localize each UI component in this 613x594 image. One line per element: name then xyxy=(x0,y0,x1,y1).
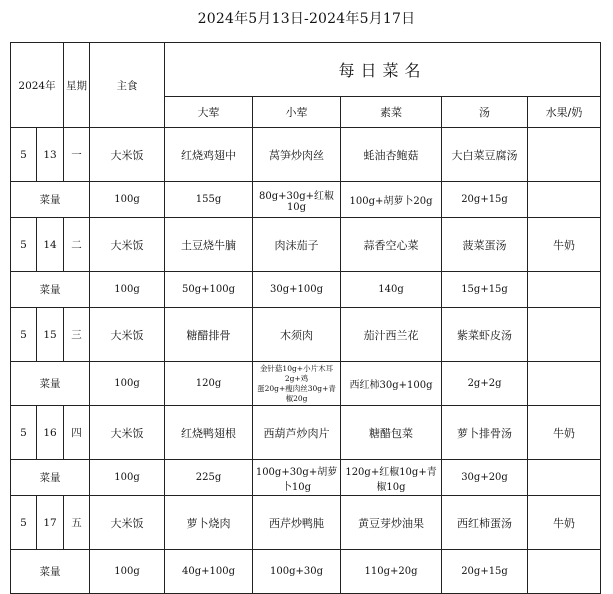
table-row xyxy=(11,308,601,362)
vegetable-cell: 蚝油杏鲍菇 xyxy=(341,128,442,182)
qty-vegetable: 100g+胡萝卜20g xyxy=(341,182,442,218)
qty-fruit-milk xyxy=(528,182,601,218)
qty-fruit-milk xyxy=(528,550,601,594)
qty-vegetable: 110g+20g xyxy=(341,550,442,594)
fruit-milk-cell xyxy=(528,128,601,182)
meat-cell: 红烧鸭翅根 xyxy=(165,406,253,460)
qty-soup: 20g+15g xyxy=(442,182,528,218)
soup-cell: 菠菜蛋汤 xyxy=(442,218,528,272)
qty-soup: 15g+15g xyxy=(442,272,528,308)
weekday-cell: 三 xyxy=(64,308,90,362)
quantity-label: 菜量 xyxy=(11,460,90,496)
half-meat-cell: 西葫芦炒肉片 xyxy=(253,406,341,460)
qty-vegetable: 120g+红椒10g+青椒10g xyxy=(341,460,442,496)
soup-cell: 紫菜虾皮汤 xyxy=(442,308,528,362)
header-year: 2024年 xyxy=(11,43,64,128)
qty-fruit-milk xyxy=(528,272,601,308)
header-daily-dishes: 每日菜名 xyxy=(165,43,601,97)
weekday-cell: 四 xyxy=(64,406,90,460)
meat-cell: 红烧鸡翅中 xyxy=(165,128,253,182)
qty-staple: 100g xyxy=(90,182,165,218)
day-cell: 13 xyxy=(37,128,64,182)
soup-cell: 西红柿蛋汤 xyxy=(442,496,528,550)
header-staple: 主食 xyxy=(90,43,165,128)
table-row xyxy=(11,406,601,460)
day-cell: 14 xyxy=(37,218,64,272)
quantity-row xyxy=(11,362,601,406)
qty-half-meat-line-2: 蛋20g+瘦肉丝30g+青椒20g xyxy=(257,383,336,403)
vegetable-cell: 糖醋包菜 xyxy=(341,406,442,460)
fruit-milk-cell: 牛奶 xyxy=(528,406,601,460)
header-soup: 汤 xyxy=(442,97,528,128)
day-cell: 16 xyxy=(37,406,64,460)
qty-half-meat-line-1: 金针菇10g+小片木耳2g+鸡 xyxy=(259,363,334,383)
qty-vegetable: 西红柿30g+100g xyxy=(341,362,442,406)
qty-half-meat: 100g+30g xyxy=(253,550,341,594)
half-meat-cell: 肉沫茄子 xyxy=(253,218,341,272)
vegetable-cell: 蒜香空心菜 xyxy=(341,218,442,272)
quantity-row xyxy=(11,182,601,218)
soup-cell: 大白菜豆腐汤 xyxy=(442,128,528,182)
meat-cell: 萝卜烧肉 xyxy=(165,496,253,550)
table-row xyxy=(11,128,601,182)
qty-fruit-milk xyxy=(528,362,601,406)
qty-meat: 40g+100g xyxy=(165,550,253,594)
quantity-label: 菜量 xyxy=(11,362,90,406)
fruit-milk-cell: 牛奶 xyxy=(528,496,601,550)
weekday-cell: 二 xyxy=(64,218,90,272)
month-cell: 5 xyxy=(11,308,37,362)
staple-cell: 大米饭 xyxy=(90,496,165,550)
header-row-1 xyxy=(11,43,601,97)
qty-half-meat: 100g+30g+胡萝卜10g xyxy=(253,460,341,496)
half-meat-cell: 西芹炒鸭肫 xyxy=(253,496,341,550)
qty-meat: 225g xyxy=(165,460,253,496)
qty-half-meat xyxy=(253,362,341,406)
half-meat-cell: 莴笋炒肉丝 xyxy=(253,128,341,182)
half-meat-cell: 木须肉 xyxy=(253,308,341,362)
day-cell: 15 xyxy=(37,308,64,362)
quantity-row xyxy=(11,460,601,496)
header-vegetable: 素菜 xyxy=(341,97,442,128)
quantity-label: 菜量 xyxy=(11,182,90,218)
month-cell: 5 xyxy=(11,496,37,550)
qty-meat: 155g xyxy=(165,182,253,218)
qty-half-meat: 80g+30g+红椒10g xyxy=(253,182,341,218)
weekday-cell: 一 xyxy=(64,128,90,182)
qty-soup: 2g+2g xyxy=(442,362,528,406)
table-row xyxy=(11,218,601,272)
staple-cell: 大米饭 xyxy=(90,406,165,460)
fruit-milk-cell xyxy=(528,308,601,362)
staple-cell: 大米饭 xyxy=(90,128,165,182)
qty-vegetable: 140g xyxy=(341,272,442,308)
weekday-cell: 五 xyxy=(64,496,90,550)
quantity-label: 菜量 xyxy=(11,550,90,594)
qty-fruit-milk xyxy=(528,460,601,496)
month-cell: 5 xyxy=(11,218,37,272)
day-cell: 17 xyxy=(37,496,64,550)
menu-table xyxy=(10,42,601,594)
month-cell: 5 xyxy=(11,128,37,182)
soup-cell: 萝卜排骨汤 xyxy=(442,406,528,460)
qty-meat: 120g xyxy=(165,362,253,406)
qty-soup: 30g+20g xyxy=(442,460,528,496)
qty-half-meat: 30g+100g xyxy=(253,272,341,308)
vegetable-cell: 黄豆芽炒油果 xyxy=(341,496,442,550)
qty-soup: 20g+15g xyxy=(442,550,528,594)
qty-staple: 100g xyxy=(90,272,165,308)
header-weekday: 星期 xyxy=(64,43,90,128)
month-cell: 5 xyxy=(11,406,37,460)
page-title: 2024年5月13日-2024年5月17日 xyxy=(197,11,416,27)
staple-cell: 大米饭 xyxy=(90,308,165,362)
meat-cell: 土豆烧牛腩 xyxy=(165,218,253,272)
quantity-row xyxy=(11,550,601,594)
staple-cell: 大米饭 xyxy=(90,218,165,272)
qty-staple: 100g xyxy=(90,362,165,406)
qty-meat: 50g+100g xyxy=(165,272,253,308)
quantity-label: 菜量 xyxy=(11,272,90,308)
qty-staple: 100g xyxy=(90,460,165,496)
vegetable-cell: 茄汁西兰花 xyxy=(341,308,442,362)
header-meat: 大荤 xyxy=(165,97,253,128)
quantity-row xyxy=(11,272,601,308)
qty-staple: 100g xyxy=(90,550,165,594)
header-fruit-milk: 水果/奶 xyxy=(528,97,601,128)
table-row xyxy=(11,496,601,550)
meat-cell: 糖醋排骨 xyxy=(165,308,253,362)
header-half-meat: 小荤 xyxy=(253,97,341,128)
fruit-milk-cell: 牛奶 xyxy=(528,218,601,272)
